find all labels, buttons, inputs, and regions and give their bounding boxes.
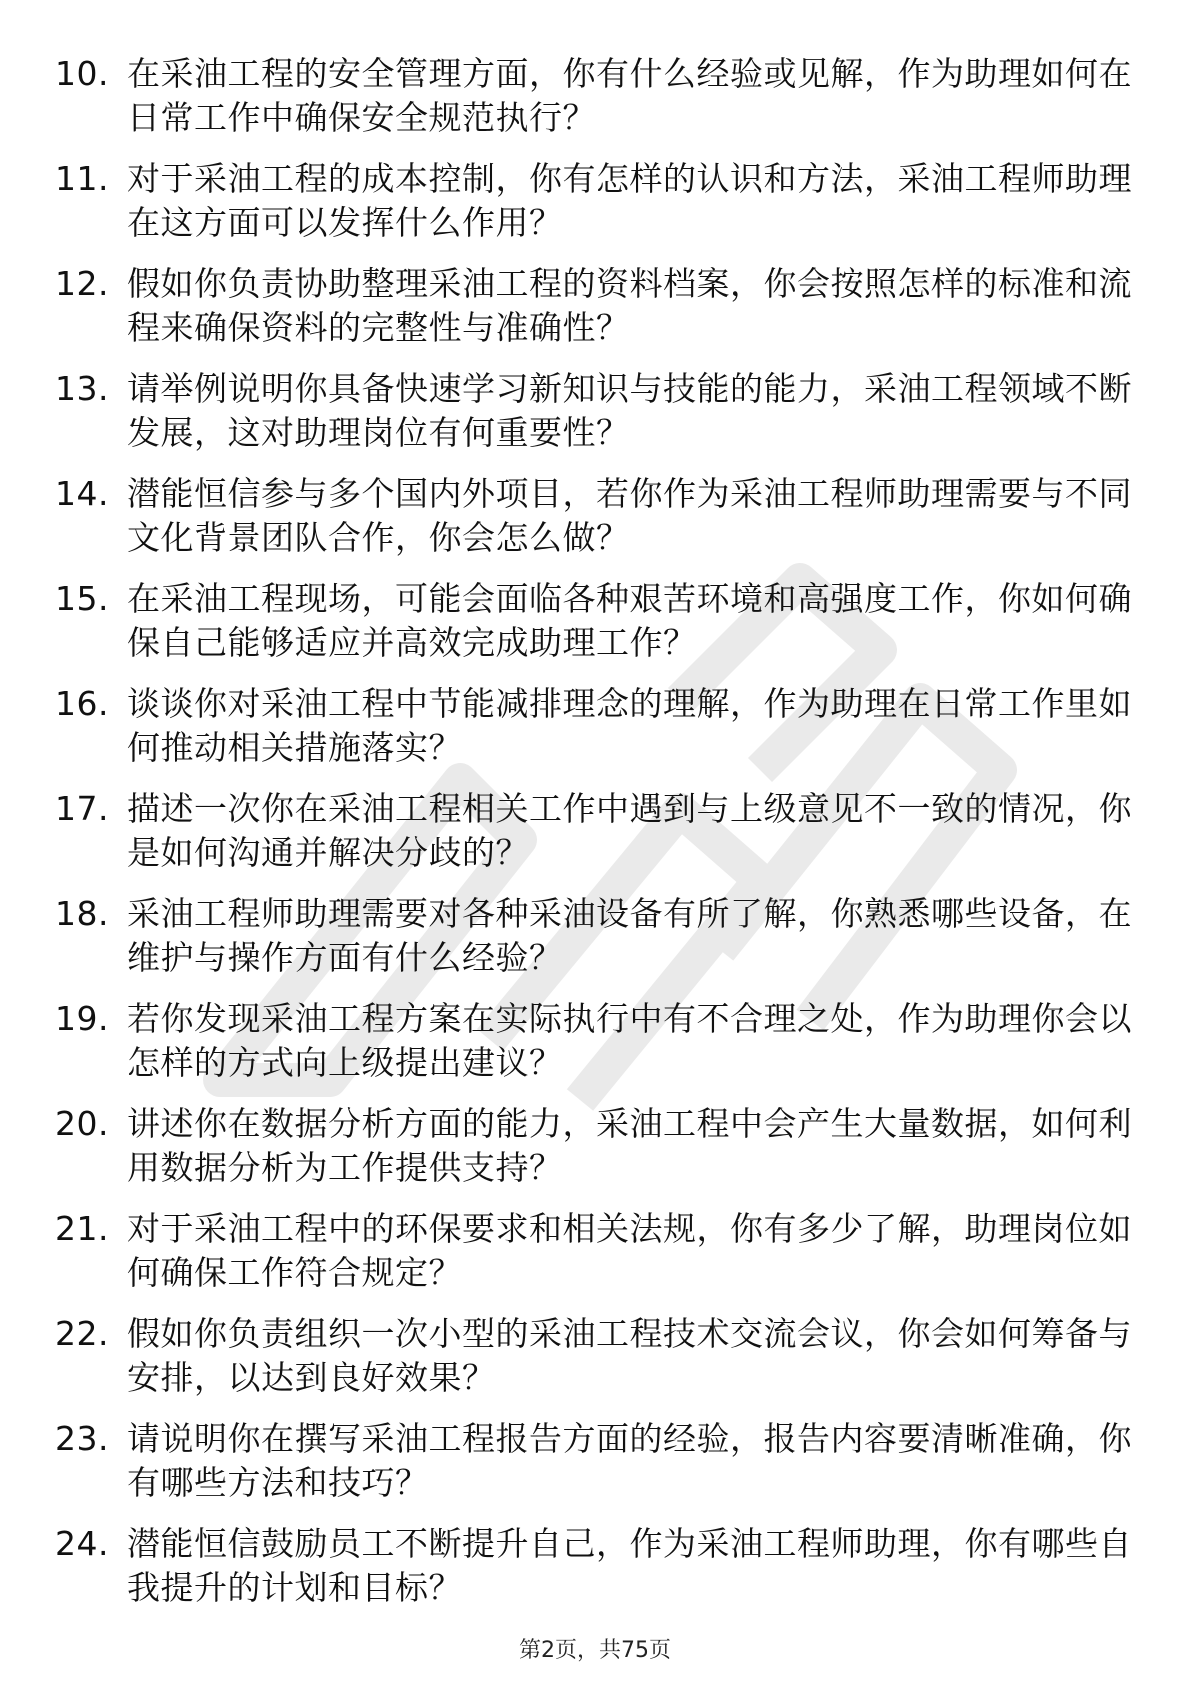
question-text: 在采油工程现场，可能会面临各种艰苦环境和高强度工作，你如何确保自己能够适应并高效完成助理工作？ [127, 579, 1132, 662]
question-item [55, 1522, 1135, 1610]
question-item [55, 1417, 1135, 1505]
question-number: 24. [55, 1524, 109, 1563]
question-text: 若你发现采油工程方案在实际执行中有不合理之处，作为助理你会以怎样的方式向上级提出建议？ [127, 999, 1132, 1082]
question-item [55, 1102, 1135, 1190]
question-number: 10. [55, 54, 109, 93]
question-text: 谈谈你对采油工程中节能减排理念的理解，作为助理在日常工作里如何推动相关措施落实？ [127, 684, 1132, 767]
question-item [55, 892, 1135, 980]
question-number: 19. [55, 999, 109, 1038]
question-text: 讲述你在数据分析方面的能力，采油工程中会产生大量数据，如何利用数据分析为工作提供支持？ [127, 1104, 1132, 1187]
question-number: 11. [55, 159, 109, 198]
question-item [55, 577, 1135, 665]
question-number: 13. [55, 369, 109, 408]
question-number: 18. [55, 894, 109, 933]
page-footer: 第2页，共75页 [519, 1638, 671, 1663]
question-text: 对于采油工程的成本控制，你有怎样的认识和方法，采油工程师助理在这方面可以发挥什么作用？ [127, 159, 1132, 242]
question-item [55, 52, 1135, 140]
question-text: 假如你负责组织一次小型的采油工程技术交流会议，你会如何筹备与安排，以达到良好效果？ [127, 1314, 1132, 1397]
question-number: 23. [55, 1419, 109, 1458]
question-item [55, 997, 1135, 1085]
question-number: 12. [55, 264, 109, 303]
question-item [55, 1207, 1135, 1295]
question-item [55, 787, 1135, 875]
question-number: 17. [55, 789, 109, 828]
question-text: 采油工程师助理需要对各种采油设备有所了解，你熟悉哪些设备，在维护与操作方面有什么经验？ [127, 894, 1132, 977]
question-text: 描述一次你在采油工程相关工作中遇到与上级意见不一致的情况，你是如何沟通并解决分歧的？ [127, 789, 1132, 872]
question-number: 20. [55, 1104, 109, 1143]
question-text: 在采油工程的安全管理方面，你有什么经验或见解，作为助理如何在日常工作中确保安全规范执行？ [127, 54, 1132, 137]
question-item [55, 1312, 1135, 1400]
question-number: 15. [55, 579, 109, 618]
question-number: 22. [55, 1314, 109, 1353]
question-text: 潜能恒信鼓励员工不断提升自己，作为采油工程师助理，你有哪些自我提升的计划和目标？ [127, 1524, 1132, 1607]
question-number: 16. [55, 684, 109, 723]
question-item [55, 367, 1135, 455]
question-text: 请说明你在撰写采油工程报告方面的经验，报告内容要清晰准确，你有哪些方法和技巧？ [127, 1419, 1132, 1502]
question-text: 假如你负责协助整理采油工程的资料档案，你会按照怎样的标准和流程来确保资料的完整性与准确性？ [127, 264, 1132, 347]
question-number: 14. [55, 474, 109, 513]
question-item [55, 157, 1135, 245]
question-item [55, 682, 1135, 770]
question-item [55, 262, 1135, 350]
question-text: 请举例说明你具备快速学习新知识与技能的能力，采油工程领域不断发展，这对助理岗位有何重要性？ [127, 369, 1132, 452]
question-list [55, 52, 1135, 1627]
question-number: 21. [55, 1209, 109, 1248]
question-text: 潜能恒信参与多个国内外项目，若你作为采油工程师助理需要与不同文化背景团队合作，你会怎么做？ [127, 474, 1132, 557]
question-item [55, 472, 1135, 560]
question-text: 对于采油工程中的环保要求和相关法规，你有多少了解，助理岗位如何确保工作符合规定？ [127, 1209, 1132, 1292]
